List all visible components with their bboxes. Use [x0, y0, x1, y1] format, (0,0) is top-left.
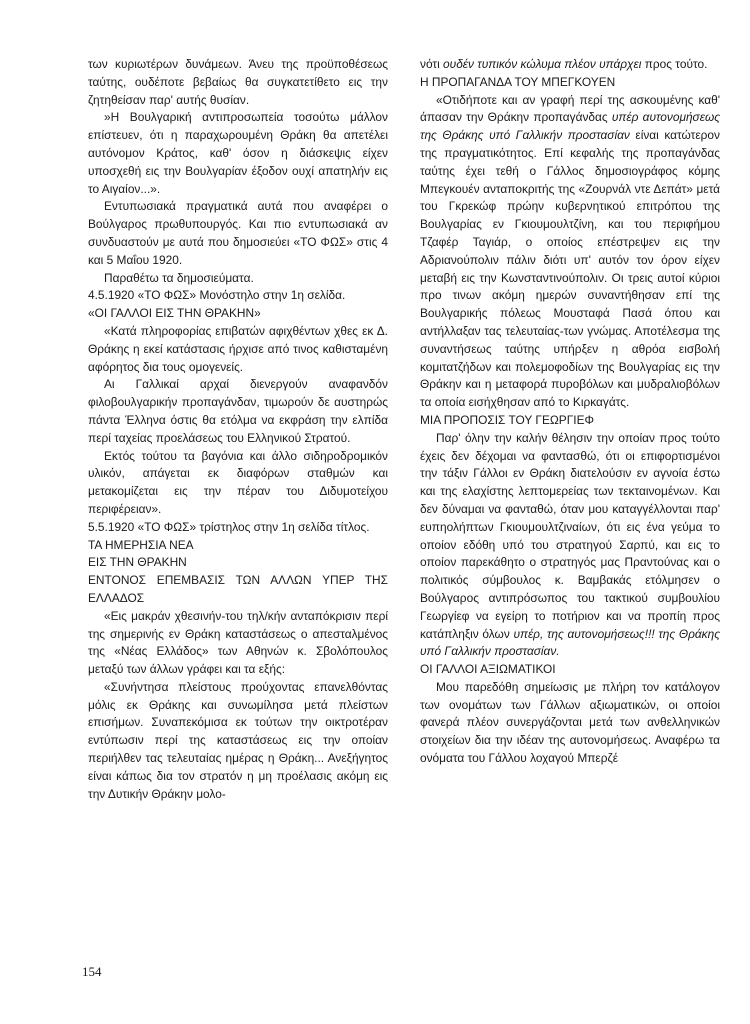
italic-emphasis: υπέρ αυτονομήσεως της Θράκης υπό Γαλλικήν προστασίαν: [420, 110, 720, 143]
paragraph: νότι ουδέν τυπικόν κώλυμα πλέον υπάρχει προς τούτο.: [420, 57, 708, 71]
italic-emphasis: υπέρ, της αυτονομήσεως!!! της Θράκης υπό Γαλλικήν προστασίαν.: [420, 626, 720, 659]
left-column: [88, 56, 388, 803]
heading: ΤΑ ΗΜΕΡΗΣΙΑ ΝΕΑ: [88, 537, 194, 552]
paragraph: «Κατά πληροφορίας επιβατών αφιχθέντων χθες εκ Δ. Θράκης η εκεί κατάστασις ήρχισε από τινος καθισταμένη αφόρητος δια τους ομογενείς.: [88, 323, 388, 374]
italic-emphasis: ουδέν τυπικόν κώλυμα πλέον υπάρχει: [443, 57, 642, 71]
heading: ΕΙΣ ΤΗΝ ΘΡΑΚΗΝ: [88, 555, 187, 570]
heading: «ΟΙ ΓΑΛΛΟΙ ΕΙΣ ΤΗΝ ΘΡΑΚΗΝ»: [88, 306, 261, 321]
paragraph: Μου παρεδόθη σημείωσις με πλήρη τον κατάλογον των ονομάτων των Γάλλων αξιωματικών, οι οποίοι φανερά πλέον συνεργάζονται μετά των ανθελληνικών στοιχείων δια την ιδέαν της αυτονομήσεως. Αναφέρω τα ονόματα του Γάλλου λοχαγού Μπερζέ: [420, 679, 720, 766]
page-number: 154: [82, 964, 102, 979]
paragraph: «Συνήντησα πλείστους προύχοντας επανελθόντας μόλις εκ Θράκης και συνωμίλησα μετά πλείστων επισήμων. Συναπεκόμισα εκ τούτων την οικτροτέραν εντύπωσιν περί της καταστάσεως εις την οποίαν περιήλθεν τας τελευταίας ημέρας η Θράκη... Ανεξήγητος είναι κάπως δια τον στρατόν η μη προέλασις ακόμη εις την Δυτικήν Θράκην μολο-: [88, 679, 388, 801]
right-column: [420, 56, 720, 768]
paragraph: Αι Γαλλικαί αρχαί διενεργούν αναφανδόν φιλοβουλγαρικήν προπαγάνδαν, τιμωρούν δε αυστηρώς πάντα Έλληνα όστις θα ετόλμα να εκφράση την ελπίδα περί ταχείας προελάσεως του Ελληνικού Στρατού.: [88, 377, 388, 445]
heading: Η ΠΡΟΠΑΓΑΝΔΑ ΤΟΥ ΜΠΕΓΚΟΥΕΝ: [420, 74, 616, 89]
heading: ΟΙ ΓΑΛΛΟΙ ΑΞΙΩΜΑΤΙΚΟΙ: [420, 662, 556, 677]
paragraph: 4.5.1920 «ΤΟ ΦΩΣ» Μονόστηλο στην 1η σελίδα.: [88, 288, 346, 303]
heading: ΜΙΑ ΠΡΟΠΟΣΙΣ ΤΟΥ ΓΕΩΡΓΙΕΦ: [420, 412, 594, 427]
paragraph: Παραθέτω τα δημοσιεύματα.: [104, 270, 254, 285]
paragraph: 5.5.1920 «ΤΟ ΦΩΣ» τρίστηλος στην 1η σελίδα τίτλος.: [88, 519, 370, 534]
paragraph: Εντυπωσιακά πραγματικά αυτά που αναφέρει ο Βούλγαρος πρωθυπουργός. Και πιο εντυπωσιακά αν συνδυαστούν με αυτά που δημοσιεύει «ΤΟ ΦΩΣ» στις 4 και 5 Μαΐου 1920.: [88, 199, 388, 267]
paragraph: «Εις μακράν χθεσινήν-του τηλ/κήν ανταπόκρισιν περί της σημερινής εν Θράκη καταστάσεως ο απεσταλμένος της «Νέας Ελλάδος» των Αθηνών κ. Σβολόπουλος μεταξύ των άλλων γράφει και τα εξής:: [88, 608, 388, 677]
paragraph: »Η Βουλγαρική αντιπροσωπεία τοσούτω μάλλον επίστευεν, ότι η παραχωρουμένη Θράκη θα απετέλει αυτόνομον Κράτος, καθ' όσον η διάσκεψις είχεν υποσχεθή εις την Βουλγαρίαν έξοδον ουχί απατηλήν εις το Αιγαίον...».: [88, 110, 388, 196]
paragraph: Παρ' όλην την καλήν θέλησιν την οποίαν προς τούτο έχεις δεν δέχομαι να φαντασθώ, ότι οι επιφορτισμένοι την τάξιν Γάλλοι εν Θράκη διατελούσιν εν αγνοία έστω και της ελαχίστης λεπτομερείας των τεκταινομένων. Και δεν δύναμαι να φανταθώ, όταν μου καταγγέλλονται παρ' ευπηολήπτων Γκιουμουλτζιναίων, ότι εις ένα γεύμα το οποίον εδόθη υπό του στρατηγού Σαρπύ, και εις το οποίον παρεκάθητο ο στρατηγός μας Πραντούνας και ο πολιτικός σύμβουλος κ. Βαμβακάς ετόλμησεν ο Βούλγαρος αντιπρόσωπος του τακτικού συμβουλίου Γεωργίεφ να εγείρη το ποτήριον και να προπίη προς κατάπληξιν όλων υπέρ, της αυτονομήσεως!!! της Θράκης υπό Γαλλικήν προστασίαν.: [420, 430, 720, 659]
paragraph: των κυριωτέρων δυνάμεων. Άνευ της προϋποθέσεως ταύτης, ουδέποτε βεβαίως θα συγκατετίθετο εις την ζητηθείσαν παρ' αυτής θυσίαν.: [88, 57, 388, 107]
paragraph: Εκτός τούτου τα βαγόνια και άλλο σιδηροδρομικόν υλικόν, απάγεται εκ διαφόρων σταθμών και μετακομίζεται εις την πέραν του Διδυμοτείχου περιφέρειαν».: [88, 448, 388, 516]
paragraph: «Οτιδήποτε και αν γραφή περί της ασκουμένης καθ' άπασαν την Θράκην προπαγάνδας υπέρ αυτονομήσεως της Θράκης υπό Γαλλικήν προστασίαν είναι κατώτερον της πραγματικότητος. Επί κεφαλής της προπαγάνδας ταύτης έχει τεθή ο Γάλλος δημοσιογράφος κόμης Μπεγκουέν ανταποκριτής της «Ζουρνάλ ντε Δεπάτ» μετά του Γκρεκώφ πρώην κυβερνητικού επιτρόπου της Βουλγαρίας εν Γκιουμουλτζίνη, και του περιφήμου Τζαφέρ Ταγιάρ, ο οποίος επέστρεψεν εις την Αδριανούπολιν πάλιν διότι υπ' αυτόν τον όρον είχεν μεταβή εις την Κωνσταντινούπολιν. Οι τρεις αυτοί κύριοι προ τινων ακόμη ημερών συναντήθησαν επί της Βουλγαρικής πόλεως Μουσταφά Πασά όπου και αντήλλαξαν τας τελευταίας-των γνώμας. Αποτέλεσμα της συναντήσεως ταύτης υπήρξεν η αθρόα εισβολή κομιτατζήδων και πολεμοφοδίων της Βουλγαρίας εις την Θράκην και η μεταφορά πυροβόλων και μυδραλιοβόλων τα οποία εισήχθησαν από το Κιρκαγάτς.: [420, 92, 720, 410]
heading: ΕΝΤΟΝΟΣ ΕΠΕΜΒΑΣΙΣ ΤΩΝ ΑΛΛΩΝ ΥΠΕΡ ΤΗΣ ΕΛΛΑΔΟΣ: [88, 573, 388, 605]
